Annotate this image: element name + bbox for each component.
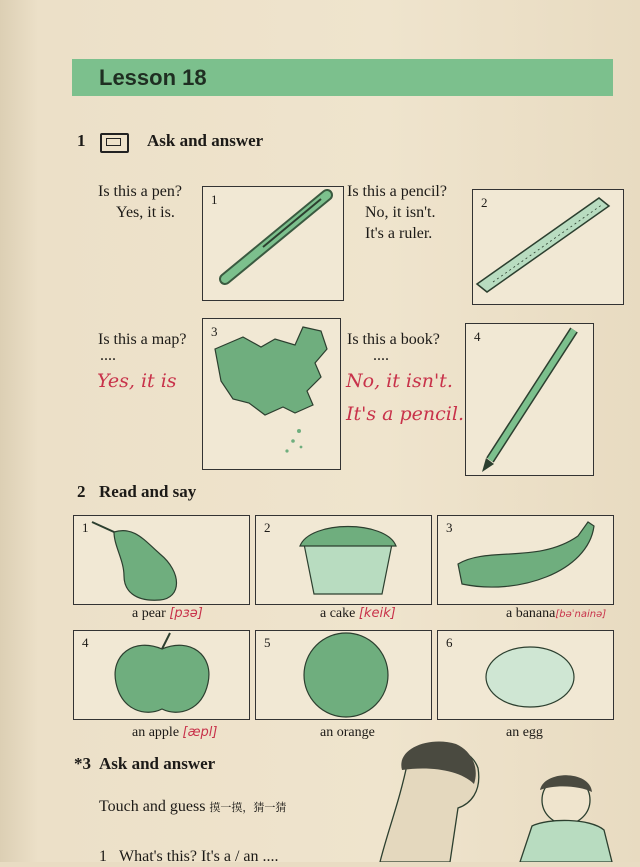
fruit-number-5: 5 (264, 635, 271, 650)
fruit-number-2: 2 (264, 520, 271, 535)
question-2: Is this a pencil? (347, 183, 447, 200)
ipa-cake: [keik] (358, 606, 396, 621)
ipa-banana: [bəˈnainə] (555, 609, 607, 620)
caption-orange: an orange (320, 725, 375, 740)
box-number-1: 1 (211, 192, 218, 207)
caption-apple-text: an apple (132, 725, 180, 740)
answer-2-line-2: It's a ruler. (365, 225, 433, 242)
section1-title: Ask and answer (147, 131, 264, 150)
ipa-pear: [pɜə] (169, 606, 203, 621)
answer-2-line-1: No, it isn't. (365, 204, 436, 221)
question-1: Is this a pen? (98, 183, 182, 200)
dots-3: .... (100, 347, 116, 364)
section3-title: Ask and answer (99, 754, 216, 773)
dots-4: .... (373, 347, 389, 364)
instruction-cn: 摸一摸，猜一猜 (209, 801, 287, 814)
fruit-number-1: 1 (82, 520, 89, 535)
question-3: Is this a map? (98, 331, 187, 348)
box-number-3: 3 (211, 324, 218, 339)
section2-title: Read and say (99, 482, 197, 501)
caption-banana-text: a banana (506, 606, 556, 621)
caption-egg: an egg (506, 725, 543, 740)
ipa-apple: [æpl] (182, 725, 218, 740)
lesson-title: Lesson 18 (99, 65, 207, 90)
section2-number: 2 (77, 482, 86, 501)
fruit-number-3: 3 (446, 520, 453, 535)
instruction-text: Touch and guess (99, 798, 206, 815)
line-1-text: What's this? It's a / an .... (119, 848, 279, 865)
fruit-number-4: 4 (82, 635, 89, 650)
caption-cake-text: a cake (320, 606, 356, 621)
section1-number: 1 (77, 131, 86, 150)
box-number-4: 4 (474, 329, 481, 344)
section3-number: *3 (74, 754, 91, 773)
handwritten-answer-3: Yes, it is (97, 370, 177, 392)
handwritten-answer-4-line-1: No, it isn't. (346, 370, 453, 392)
box-number-2: 2 (481, 195, 488, 210)
fruit-number-6: 6 (446, 635, 453, 650)
caption-pear-text: a pear (132, 606, 166, 621)
question-4: Is this a book? (347, 331, 440, 348)
handwritten-answer-4-line-2: It's a pencil. (346, 403, 464, 425)
answer-1-line-1: Yes, it is. (116, 204, 175, 221)
line-1-number: 1 (99, 848, 107, 865)
